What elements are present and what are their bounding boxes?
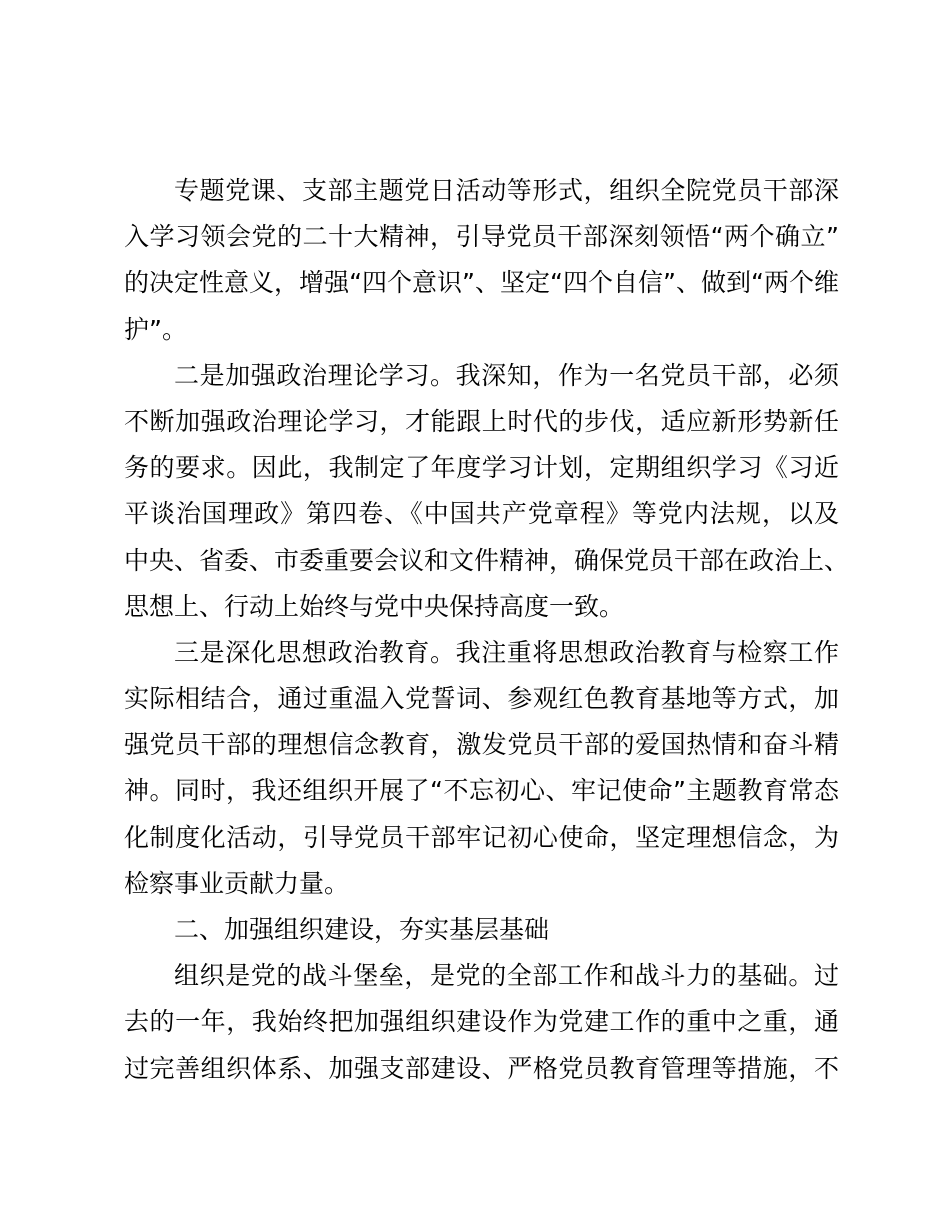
paragraph-line: 专题党课、支部主题党日活动等形式，组织全院党员干部深 — [174, 176, 839, 205]
paragraph-line: 不断加强政治理论学习，才能跟上时代的步伐，适应新形势新任 — [124, 406, 839, 436]
paragraph-line: 护”。 — [124, 314, 187, 344]
paragraph-line: 思想上、行动上始终与党中央保持高度一致。 — [124, 591, 625, 621]
paragraph-line: 组织是党的战斗堡垒，是党的全部工作和战斗力的基础。过 — [174, 961, 839, 991]
paragraph-line: 平谈治国理政》第四卷、《中国共产党章程》等党内法规，以及 — [124, 499, 839, 529]
document-body — [124, 168, 850, 1092]
paragraph-line: 过完善组织体系、加强支部建设、严格党员教育管理等措施，不 — [124, 1053, 839, 1083]
paragraph-line: 神。同时，我还组织开展了“不忘初心、牢记使命”主题教育常态 — [124, 776, 839, 806]
paragraph-line: 检察事业贡献力量。 — [124, 868, 350, 898]
paragraph-line: 务的要求。因此，我制定了年度学习计划，定期组织学习《习近 — [124, 453, 839, 483]
section-heading: 二、加强组织建设，夯实基层基础 — [174, 915, 550, 944]
paragraph-line: 中央、省委、市委重要会议和文件精神，确保党员干部在政治上、 — [124, 545, 850, 575]
paragraph-line: 实际相结合，通过重温入党誓词、参观红色教育基地等方式，加 — [124, 684, 839, 714]
paragraph-line: 的决定性意义，增强“四个意识”、坚定“四个自信”、做到“两个维 — [124, 268, 839, 298]
paragraph-line: 三是深化思想政治教育。我注重将思想政治教育与检察工作 — [174, 637, 839, 667]
paragraph-line: 二是加强政治理论学习。我深知，作为一名党员干部，必须 — [174, 360, 839, 390]
paragraph-line: 去的一年，我始终把加强组织建设作为党建工作的重中之重，通 — [124, 1007, 839, 1037]
paragraph-line: 入学习领会党的二十大精神，引导党员干部深刻领悟“两个确立” — [124, 222, 839, 252]
paragraph-line: 强党员干部的理想信念教育，激发党员干部的爱国热情和奋斗精 — [124, 730, 839, 760]
paragraph-line: 化制度化活动，引导党员干部牢记初心使命，坚定理想信念，为 — [124, 822, 839, 852]
